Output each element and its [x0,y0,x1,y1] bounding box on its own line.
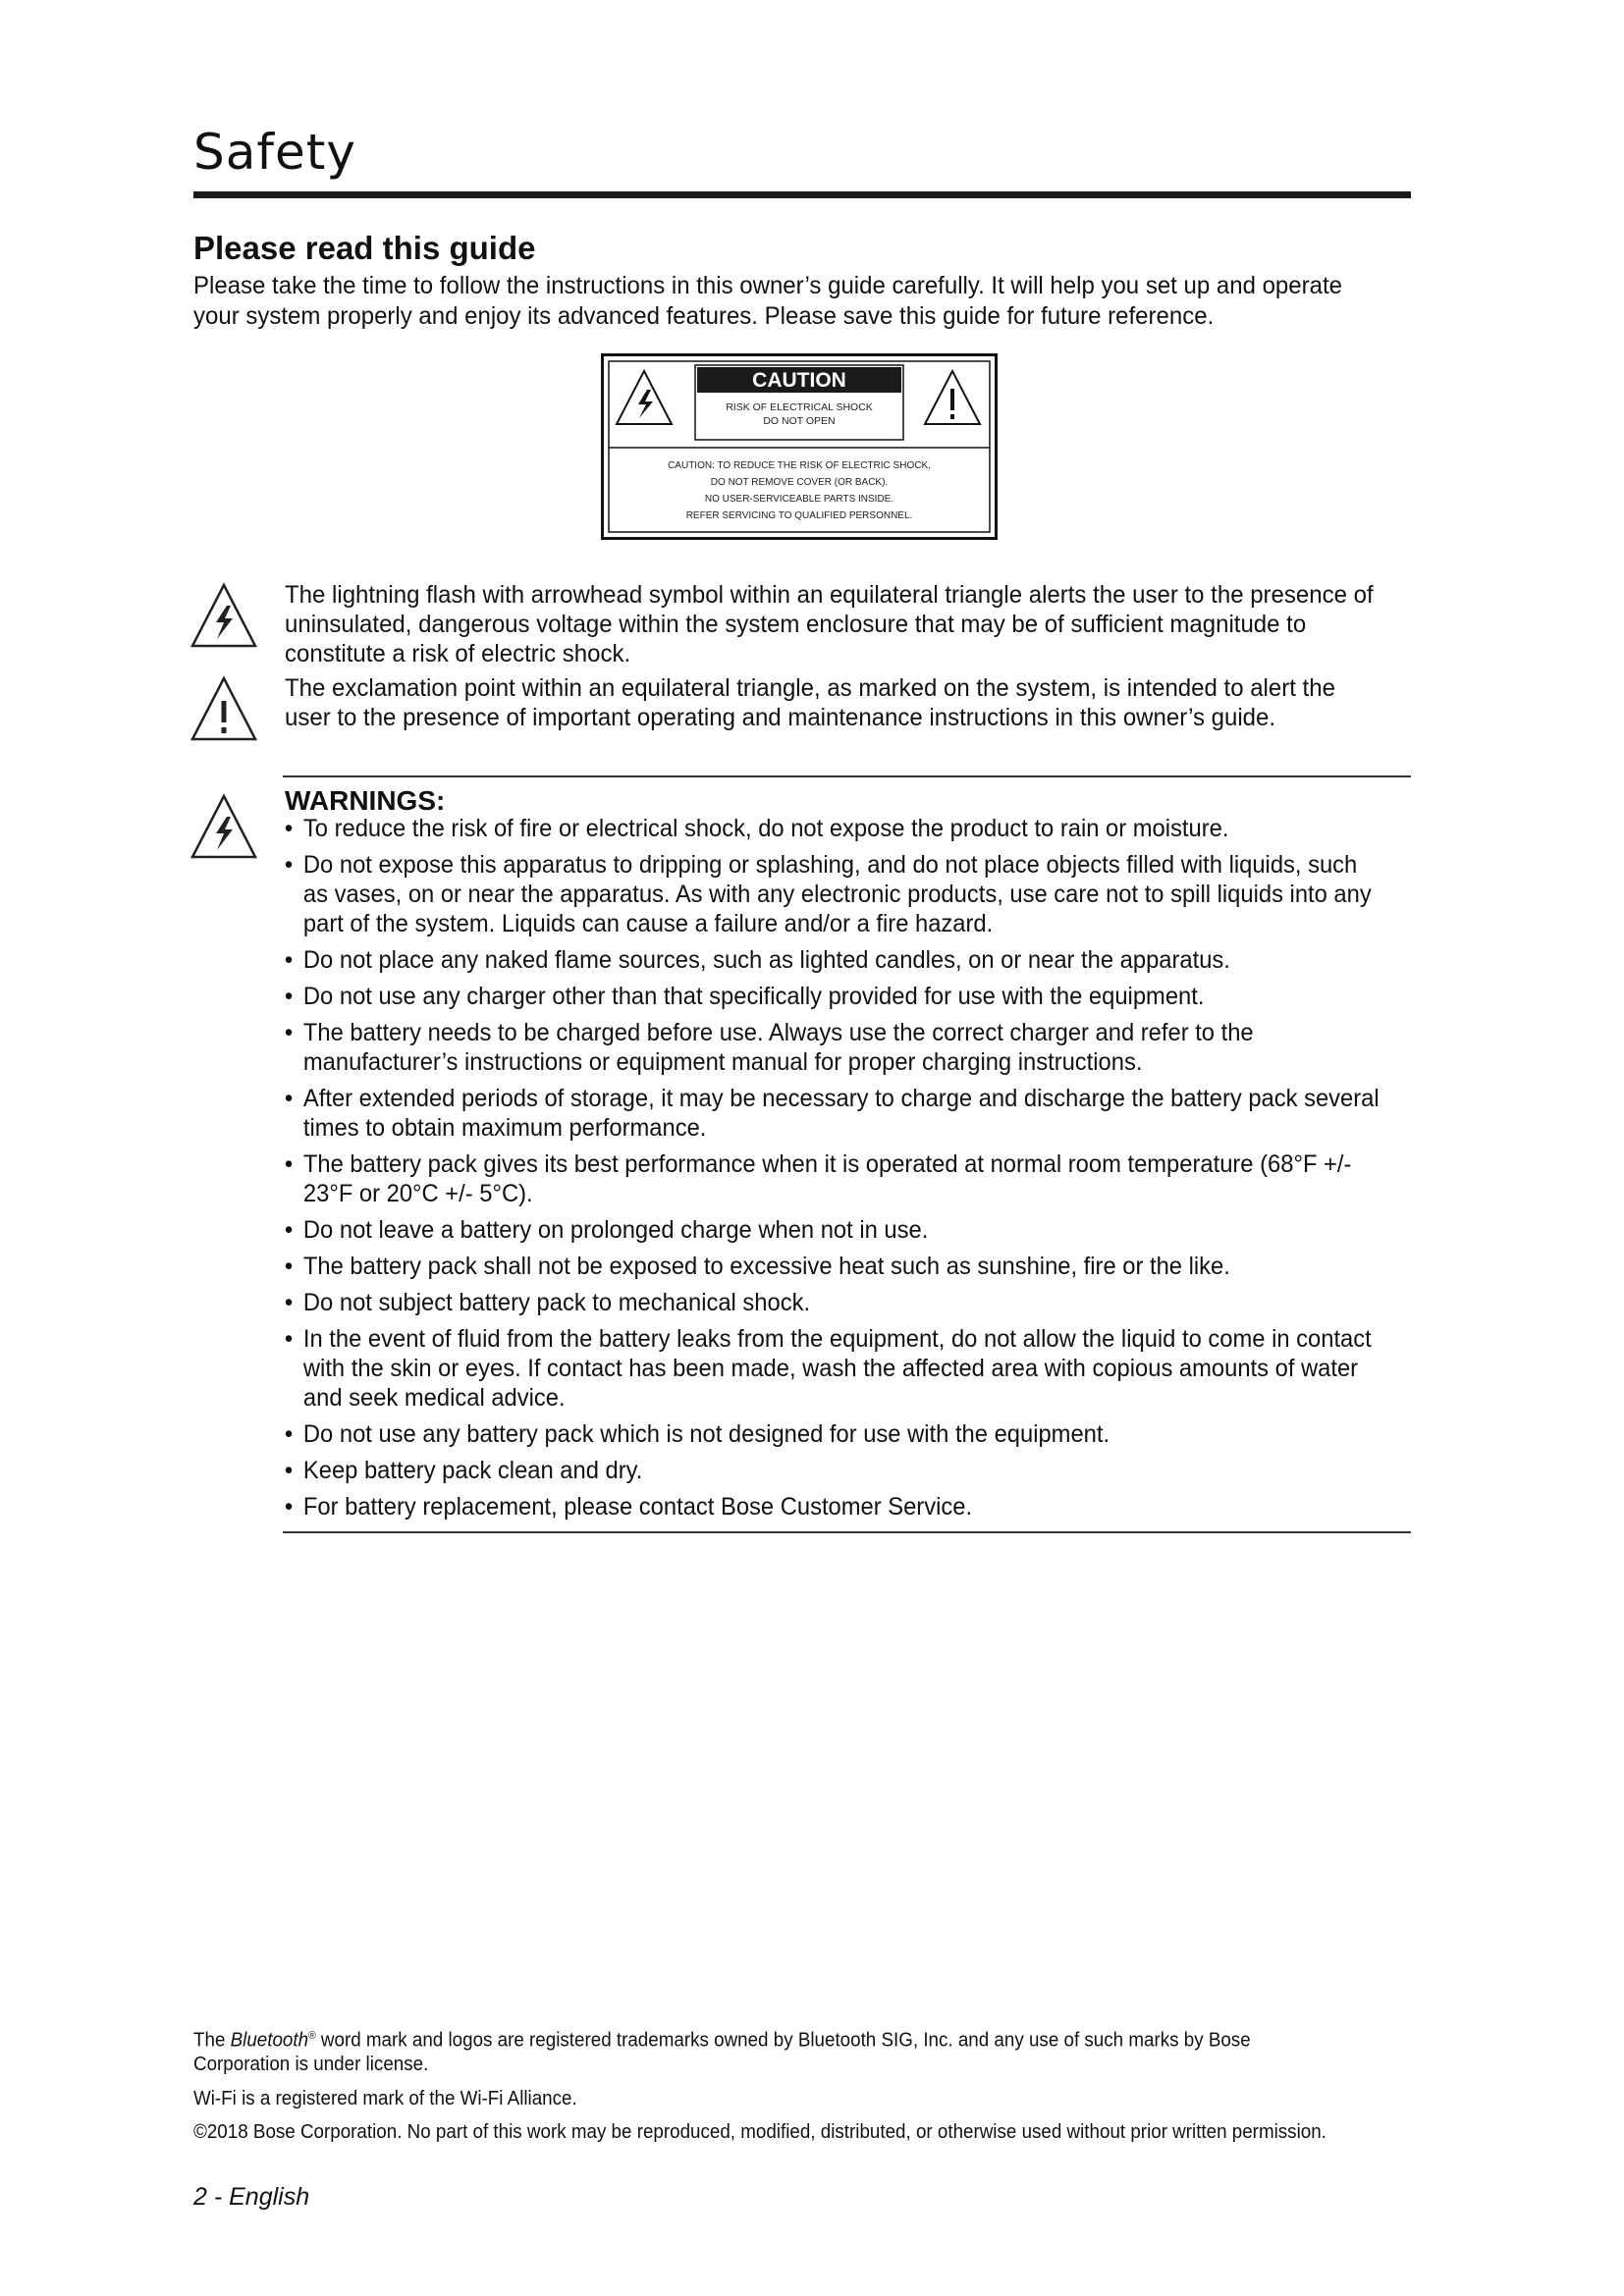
caution-risk-line: DO NOT OPEN [763,415,836,427]
warnings-list [283,814,1383,1528]
bluetooth-trademark-notice [193,2024,1347,2076]
page-title: Safety [193,124,356,181]
caution-instruction-line: NO USER-SERVICEABLE PARTS INSIDE. [704,494,894,505]
caution-instruction-line: CAUTION: TO REDUCE THE RISK OF ELECTRIC SHOCK, [668,460,931,471]
warning-item: • Do not use any battery pack which is not designed for use with the equipment. [283,1419,1383,1449]
warning-item: • The battery pack shall not be exposed to excessive heat such as sunshine, fire or the like. [283,1252,1383,1281]
lightning-symbol-description: The lightning flash with arrowhead symbol within an equilateral triangle alerts the user to the presence of uninsulated, dangerous voltage within the system enclosure that may be of sufficient magnitude to constitute a risk of electric shock. [285,581,1374,667]
lightning-triangle-icon [189,582,258,649]
exclamation-triangle-icon [189,675,258,742]
lightning-triangle-icon [189,793,258,860]
caution-instruction-line: DO NOT REMOVE COVER (OR BACK). [710,477,889,488]
warnings-heading: WARNINGS: [285,785,446,816]
title-divider [193,191,1411,198]
caution-instruction-line: REFER SERVICING TO QUALIFIED PERSONNEL. [685,510,913,521]
warnings-bottom-divider [283,1531,1411,1533]
warning-item: • The battery pack gives its best performance when it is operated at normal room temperature (68°F +/- 23°F or 20°C +/- 5°C). [283,1149,1383,1208]
footer-text: word mark and logos are registered trademarks owned by Bluetooth SIG, Inc. and any use of such marks by Bose Corporation is under license. [193,2029,1251,2075]
caution-risk-line: RISK OF ELECTRICAL SHOCK [726,401,873,413]
intro-paragraph: Please take the time to follow the instructions in this owner’s guide carefully. It will help you set up and operate your system properly and enjoy its advanced features. Please save this guide for future reference. [193,272,1342,330]
warning-item: • After extended periods of storage, it may be necessary to charge and discharge the battery pack several times to obtain maximum performance. [283,1084,1383,1143]
wifi-trademark-notice: Wi-Fi is a registered mark of the Wi-Fi Alliance. [193,2088,577,2109]
bluetooth-brand: Bluetooth [230,2029,309,2052]
warning-item: • Do not expose this apparatus to dripping or splashing, and do not place objects filled with liquids, such as vases, on or near the apparatus. As with any electronic products, use care not to spill liquids into any part of the system. Liquids can cause a failure and/or a fire hazard. [283,850,1383,938]
warning-item: • Do not leave a battery on prolonged charge when not in use. [283,1215,1383,1245]
section-heading: Please read this guide [193,230,536,266]
warning-item: • Do not place any naked flame sources, such as lighted candles, on or near the apparatus. [283,945,1383,975]
warning-item: • Do not subject battery pack to mechanical shock. [283,1288,1383,1317]
caution-label [601,353,998,540]
warning-item: • Do not use any charger other than that specifically provided for use with the equipment. [283,982,1383,1011]
warning-item: • The battery needs to be charged before use. Always use the correct charger and refer to the manufacturer’s instructions or equipment manual for proper charging instructions. [283,1018,1383,1077]
warning-item: • Keep battery pack clean and dry. [283,1456,1383,1485]
warning-item: • To reduce the risk of fire or electrical shock, do not expose the product to rain or moisture. [283,814,1383,843]
caution-title: CAUTION [752,369,846,392]
warning-item: • In the event of fluid from the battery leaks from the equipment, do not allow the liquid to come in contact with the skin or eyes. If contact has been made, wash the affected area with copious amounts of water and seek medical advice. [283,1324,1383,1413]
warnings-top-divider [283,775,1411,777]
page-number: 2 - English [193,2183,310,2211]
copyright-notice: ©2018 Bose Corporation. No part of this work may be reproduced, modified, distributed, or otherwise used without prior written permission. [193,2121,1326,2143]
warning-item: • For battery replacement, please contact Bose Customer Service. [283,1492,1383,1522]
registered-mark: ® [308,2030,316,2042]
exclamation-symbol-description: The exclamation point within an equilateral triangle, as marked on the system, is intended to alert the user to the presence of important operating and maintenance instructions in this owner’s guide. [285,674,1335,731]
footer-text: The [193,2029,231,2052]
